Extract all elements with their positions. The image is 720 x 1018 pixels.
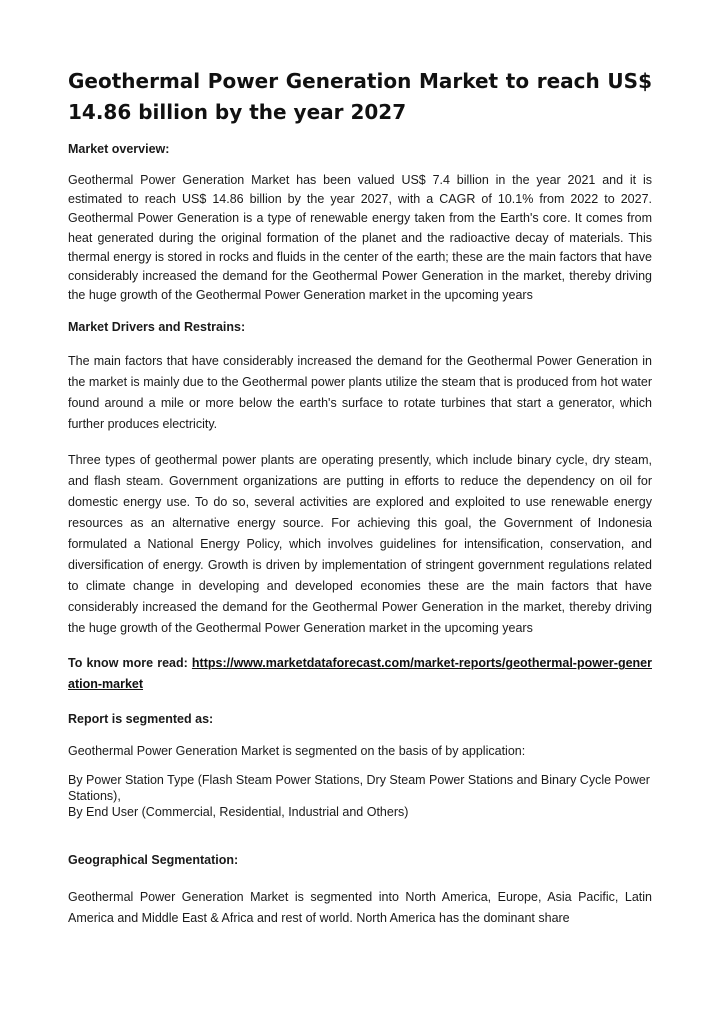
geo-heading: Geographical Segmentation:: [68, 853, 239, 868]
document-title: Geothermal Power Generation Market to reach US$ 14.86 billion by the year 2027: [68, 69, 652, 124]
segment-power-station-type: By Power Station Type (Flash Steam Power Stations, Dry Steam Power Stations and Binary Cycle Power Stations),: [68, 773, 650, 804]
segmented-paragraph: Geothermal Power Generation Market is segmented on the basis of by application:: [68, 744, 526, 759]
drivers-paragraph-2: Three types of geothermal power plants are operating presently, which include binary cycle, dry steam, and flash steam. Government organizations are putting in efforts to reduce the dependency on oil for domestic energy use. To do so, several activities are explored and exploited to use renewable energy resources as an alternative energy source. For achieving this goal, the Government of Indonesia formulated a National Energy Policy, which involves guidelines for intensification, conservation, and diversification of energy. Growth is driven by implementation of stringent government regulations related to climate change in developing and developed economies these are the main factors that have considerably increased the demand for the Geothermal Power Generation in the market, thereby driving the huge growth of the Geothermal Power Generation market in the upcoming years: [68, 453, 652, 636]
drivers-paragraph-1: The main factors that have considerably increased the demand for the Geothermal Power Generation in the market is mainly due to the Geothermal power plants utilize the steam that is produced from hot water found around a mile or more below the earth's surface to rotate turbines that start a generator, which further produces electricity.: [68, 354, 652, 432]
overview-heading: Market overview:: [68, 142, 170, 156]
geo-paragraph: Geothermal Power Generation Market is segmented into North America, Europe, Asia Pacific, Latin America and Middle East & Africa and rest of world. North America has the dominant share: [68, 890, 652, 926]
segmented-heading: Report is segmented as:: [68, 712, 214, 727]
read-more-line: [68, 653, 652, 695]
document-page: [68, 66, 652, 929]
segment-end-user: By End User (Commercial, Residential, Industrial and Others): [68, 805, 409, 820]
drivers-heading: Market Drivers and Restrains:: [68, 320, 246, 335]
read-more-label: To know more read:: [68, 656, 192, 671]
overview-paragraph: Geothermal Power Generation Market has been valued US$ 7.4 billion in the year 2021 and it is estimated to reach US$ 14.86 billion by the year 2027, with a CAGR of 10.1% from 2022 to 2027. Geothermal Power Generation is a type of renewable energy taken from the Earth's core. It comes from heat generated during the original formation of the planet and the radioactive decay of materials. This thermal energy is stored in rocks and fluids in the center of the earth; these are the main factors that have considerably increased the demand for the Geothermal Power Generation in the market, thereby driving the huge growth of the Geothermal Power Generation market in the upcoming years: [68, 173, 652, 303]
read-more-link[interactable]: https://www.marketdataforecast.com/market-reports/geothermal-power-generation-market: [68, 656, 652, 692]
